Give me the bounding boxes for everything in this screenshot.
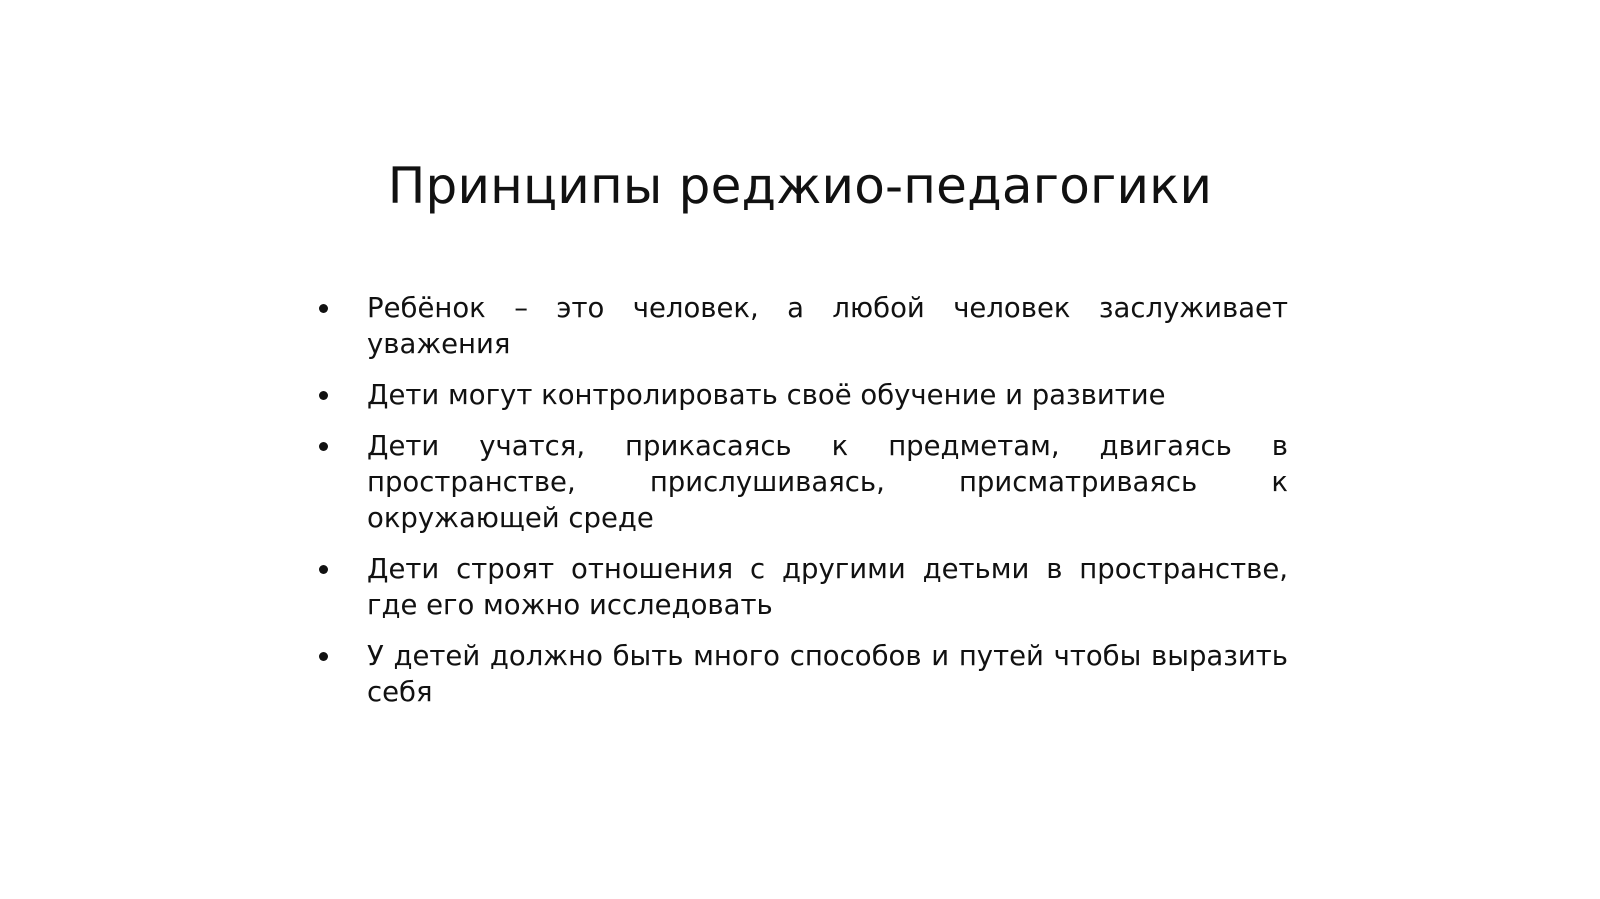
bullet-text: Дети могут контролировать своё обучение и развитие (367, 379, 1166, 411)
bullet-item (313, 290, 1288, 362)
bullet-text: У детей должно быть много способов и путей чтобы выразить себя (367, 640, 1288, 708)
bullet-text: Дети строят отношения с другими детьми в пространстве, где его можно исследовать (367, 553, 1288, 621)
bullet-dot-icon (319, 565, 328, 574)
slide-title: Принципы реджио-педагогики (387, 157, 1213, 215)
bullet-dot-icon (319, 304, 328, 313)
bullet-dot-icon (319, 442, 328, 451)
bullet-item (313, 551, 1288, 623)
bullet-list (313, 290, 1288, 710)
bullet-item (313, 377, 1288, 413)
bullet-dot-icon (319, 391, 328, 400)
bullet-item (313, 638, 1288, 710)
bullet-dot-icon (319, 652, 328, 661)
bullet-text: Дети учатся, прикасаясь к предметам, двигаясь в пространстве, прислушиваясь, присматриваясь к окружающей среде (367, 430, 1288, 534)
bullet-item (313, 428, 1288, 536)
bullet-text: Ребёнок – это человек, а любой человек заслуживает уважения (367, 292, 1288, 360)
